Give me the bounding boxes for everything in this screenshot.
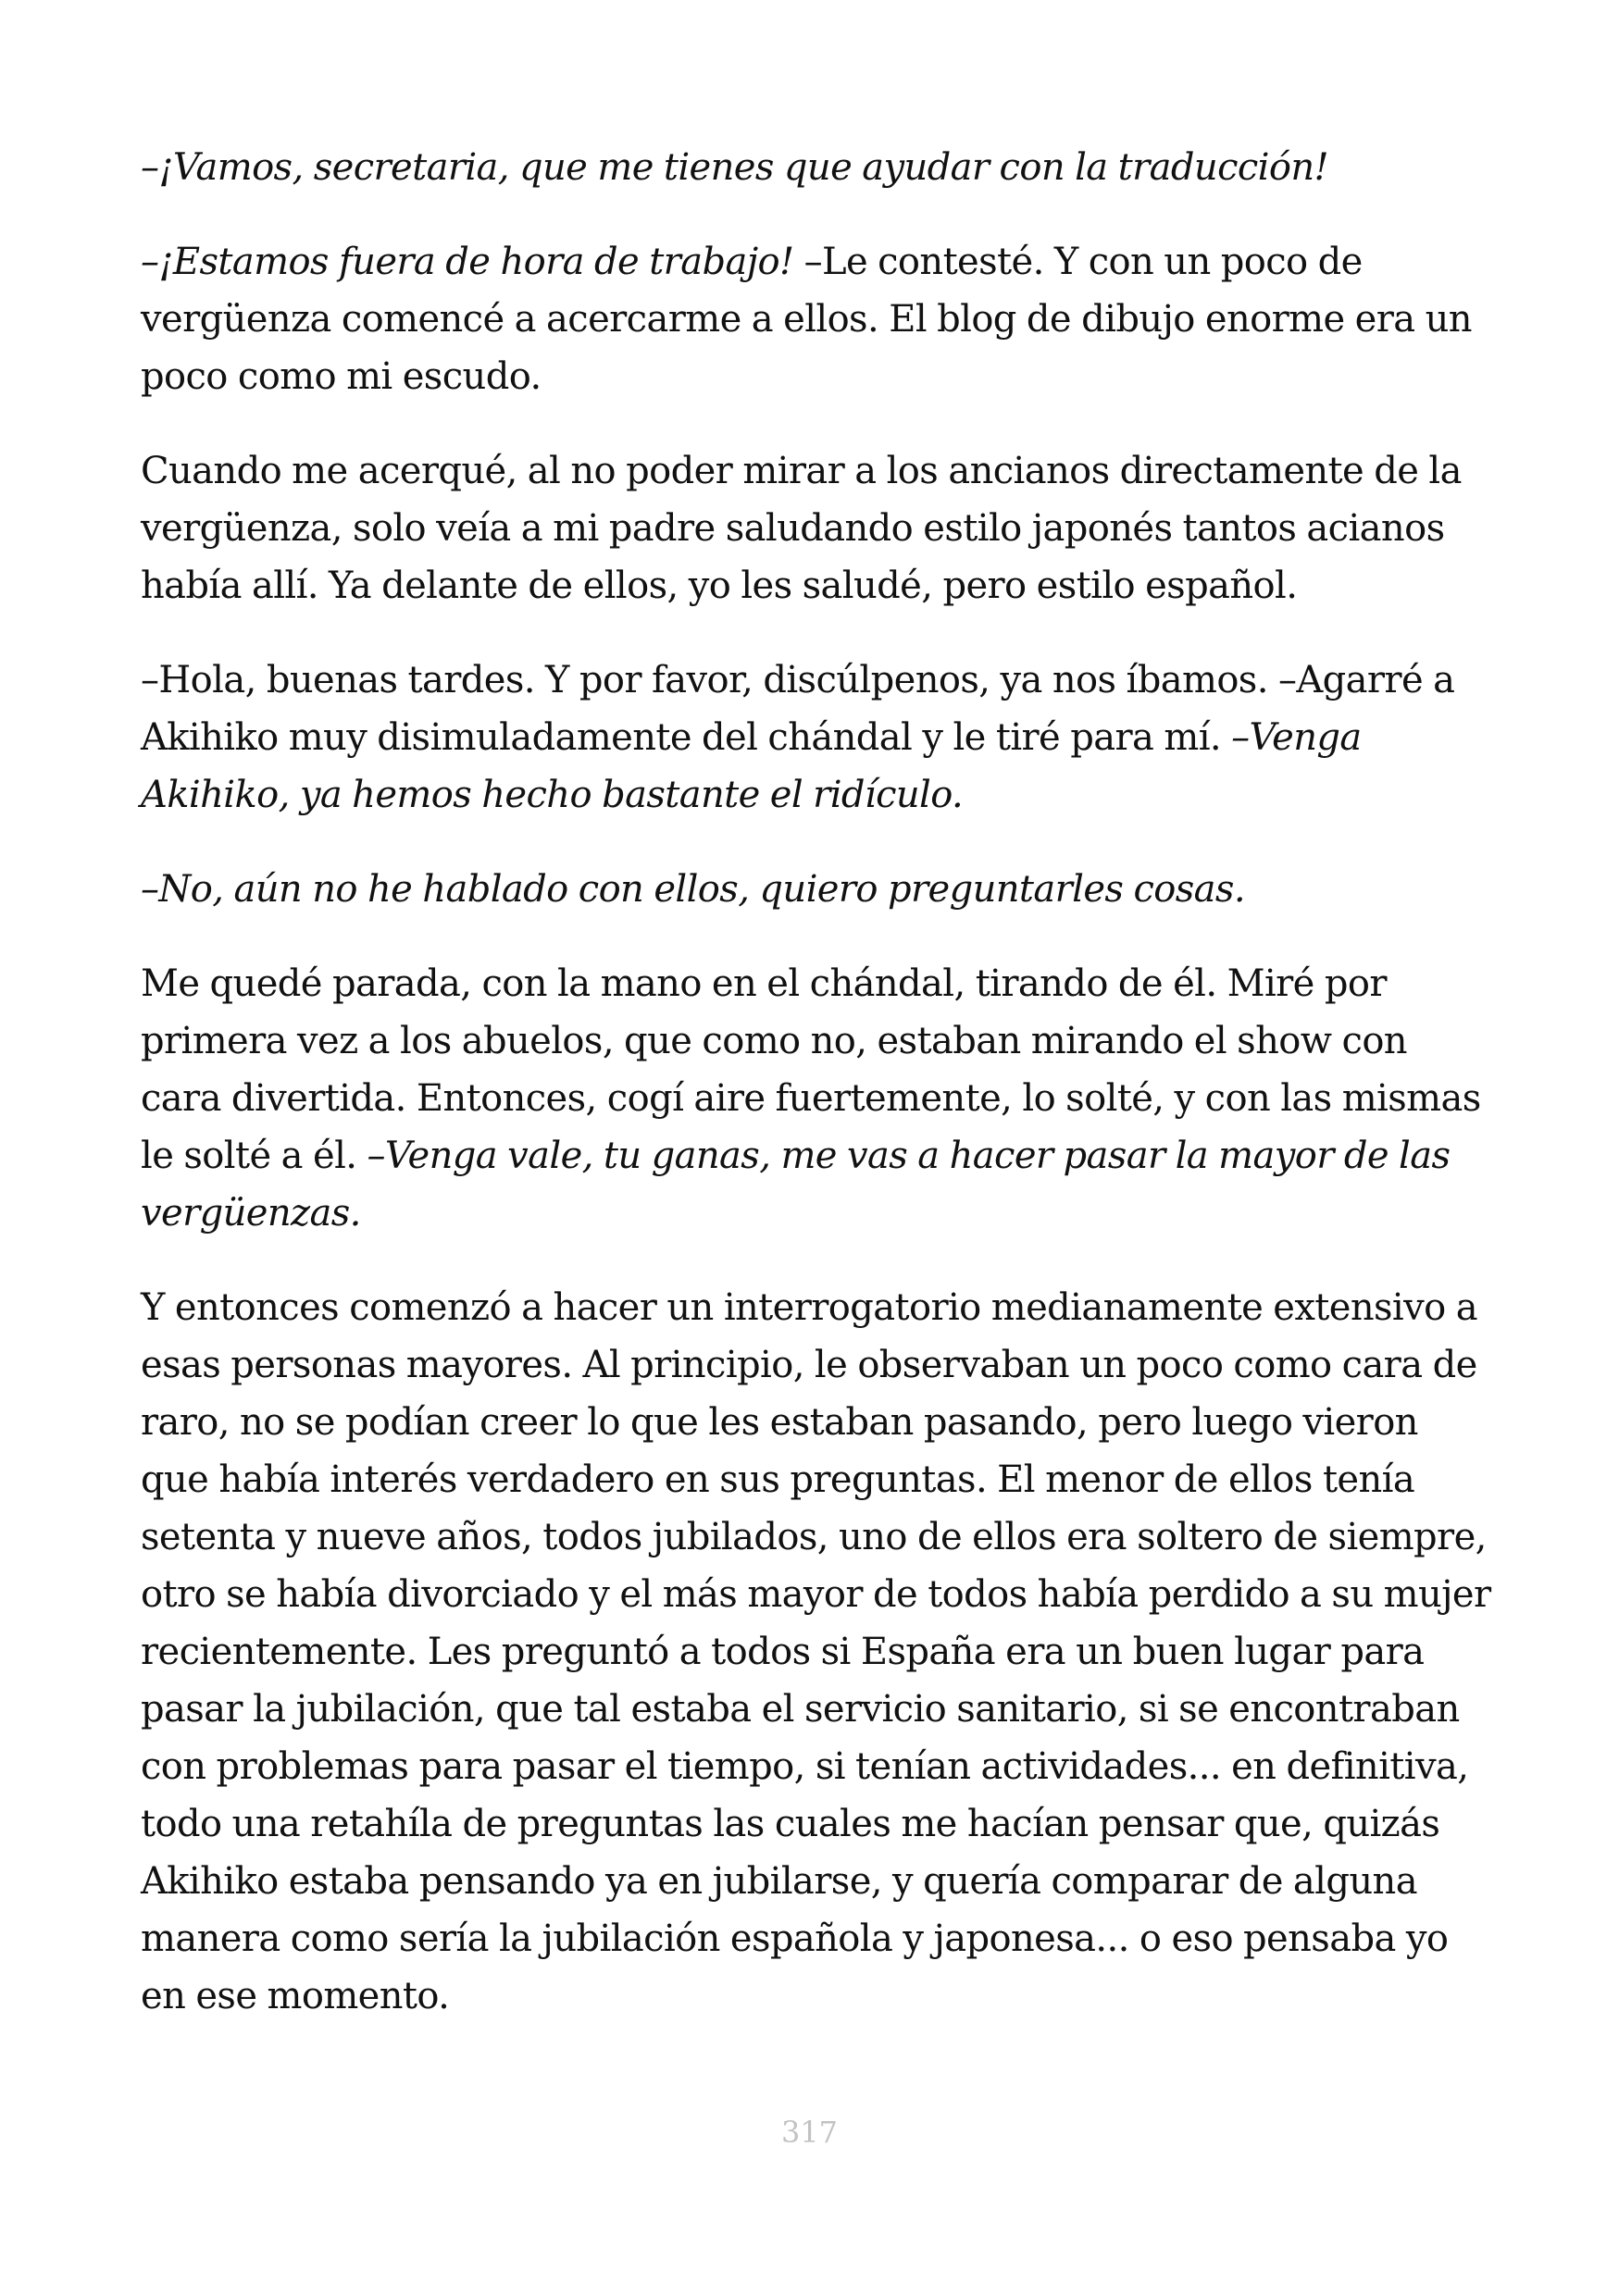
- dialogue-line: –¡Vamos, secretaria, que me tienes que ayudar con la traducción!: [141, 146, 1328, 189]
- paragraph-3: [141, 442, 1492, 614]
- dialogue-line: –Venga vale, tu ganas, me vas a hacer pasar la mayor de las vergüenzas.: [141, 1135, 1451, 1235]
- dialogue-line: –¡Estamos fuera de hora de trabajo!: [141, 241, 794, 283]
- dialogue-line: –Venga Akihiko, ya hemos hecho bastante el ridículo.: [141, 716, 1362, 816]
- page-body: [141, 139, 1492, 2062]
- narration-text: Cuando me acerqué, al no poder mirar a los ancianos directamente de la vergüenza, solo veía a mi padre saludando estilo japonés tantos acianos había allí. Ya delante de ellos, yo les saludé, pero estilo español.: [141, 450, 1462, 607]
- paragraph-6: [141, 955, 1492, 1242]
- page-number: 317: [780, 2115, 839, 2150]
- paragraph-4: [141, 652, 1492, 824]
- dialogue-line: –No, aún no he hablado con ellos, quiero preguntarles cosas.: [141, 868, 1245, 911]
- paragraph-2: [141, 233, 1492, 405]
- narration-text: Y entonces comenzó a hacer un interrogatorio medianamente extensivo a esas personas mayores. Al principio, le observaban un poco como cara de raro, no se podían creer lo que les estaban pasando, pero luego vieron que había interés verdadero en sus preguntas. El menor de ellos tenía setenta y nueve años, todos jubilados, uno de ellos era soltero de siempre, otro se había divorciado y el más mayor de todos había perdido a su mujer recientemente. Les preguntó a todos si España era un buen lugar para pasar la jubilación, que tal estaba el servicio sanitario, si se encontraban con problemas para pasar el tiempo, si tenían actividades... en definitiva, todo una retahíla de preguntas las cuales me hacían pensar que, quizás Akihiko estaba pensando ya en jubilarse, y quería comparar de alguna manera como sería la jubilación española y japonesa... o eso pensaba yo en ese momento.: [141, 1286, 1491, 2017]
- narration-text: Me quedé parada, con la mano en el chándal, tirando de él. Miré por primera vez a los abuelos, que como no, estaban mirando el show con cara divertida. Entonces, cogí aire fuertemente, lo solté, y con las mismas le solté a él.: [141, 962, 1481, 1177]
- dialogue-text: –Hola, buenas tardes. Y por favor, discúlpenos, ya nos íbamos. –Agarré a Akihiko muy disimuladamente del chándal y le tiré para mí.: [141, 659, 1455, 759]
- paragraph-5: [141, 861, 1492, 918]
- paragraph-7: [141, 1279, 1492, 2025]
- narration-text: –Le contesté. Y con un poco de vergüenza comencé a acercarme a ellos. El blog de dibujo enorme era un poco como mi escudo.: [141, 241, 1472, 398]
- paragraph-1: [141, 139, 1492, 196]
